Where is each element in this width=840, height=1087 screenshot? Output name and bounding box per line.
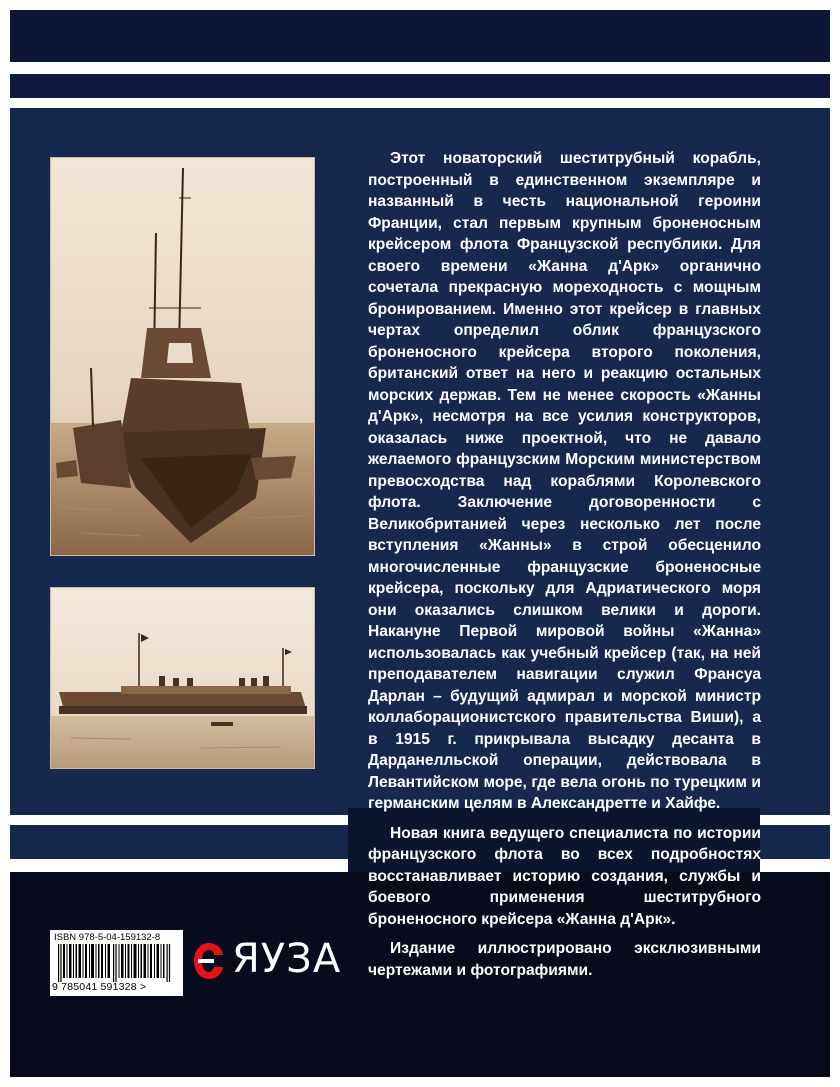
isbn-barcode: [50, 930, 183, 996]
description-text: [368, 148, 761, 989]
description-paragraph-1: Этот новаторский шеститрубный корабль, построенный в единственном экземпляре и названный в честь национальной героини Франции, стал первым крупным броненосным крейсером флота Французской республики. Для своего времени «Жанна д'Арк» органично сочетала прекрасную мореходность с мощным бронированием. Именно этот крейсер в главных чертах определил облик французского броненосного крейсера второго поколения, британский ответ на него и реакцию остальных морских держав. Тем не менее скорость «Жанны д'Арк», несмотря на все усилия конструкторов, оказалась ниже проектной, что не давало желаемого французским Морским министерством превосходства над кораблями Королевского флота. Заключение договоренности с Великобританией через несколько лет после вступления «Жанны» в строй обесценило многочисленные французские броненосные крейсера, поскольку для Адриатического моря они оказались слишком велики и дороги. Накануне Первой мировой войны «Жанна» использовалась как учебный крейсер (так, на ней преподавателем навигации служил Франсуа Дарлан – будущий адмирал и морской министр коллаборационистского правительства Виши), а в 1915 г. прикрывала высадку десанта в Дарданелльской операции, действовала в Левантийском море, где вела огонь по турецким и германским целям в Александретте и Хайфе.: [368, 150, 761, 812]
top-navy-stripe: [10, 10, 830, 62]
barcode-digits: 9 785041 591328 >: [52, 981, 147, 993]
publisher-logo: [192, 928, 342, 994]
cruiser-profile-photo: [50, 587, 315, 769]
description-paragraph-2: Новая книга ведущего специалиста по истории французского флота во всех подробностях восстанавливает историю создания, службы и боевого применения шеститрубного броненосного крейсера «Жанна д'Арк».: [368, 824, 761, 928]
second-navy-stripe: [10, 74, 830, 98]
publisher-emblem-icon: [192, 941, 226, 981]
cruiser-bow-photo: [50, 157, 315, 556]
barcode-bars: [58, 944, 176, 982]
isbn-text: ISBN 978-5-04-159132-8: [54, 932, 161, 943]
description-paragraph-3: Издание иллюстрировано эксклюзивными чертежами и фотографиями.: [368, 940, 761, 979]
publisher-name: ЯУЗА: [232, 936, 342, 982]
